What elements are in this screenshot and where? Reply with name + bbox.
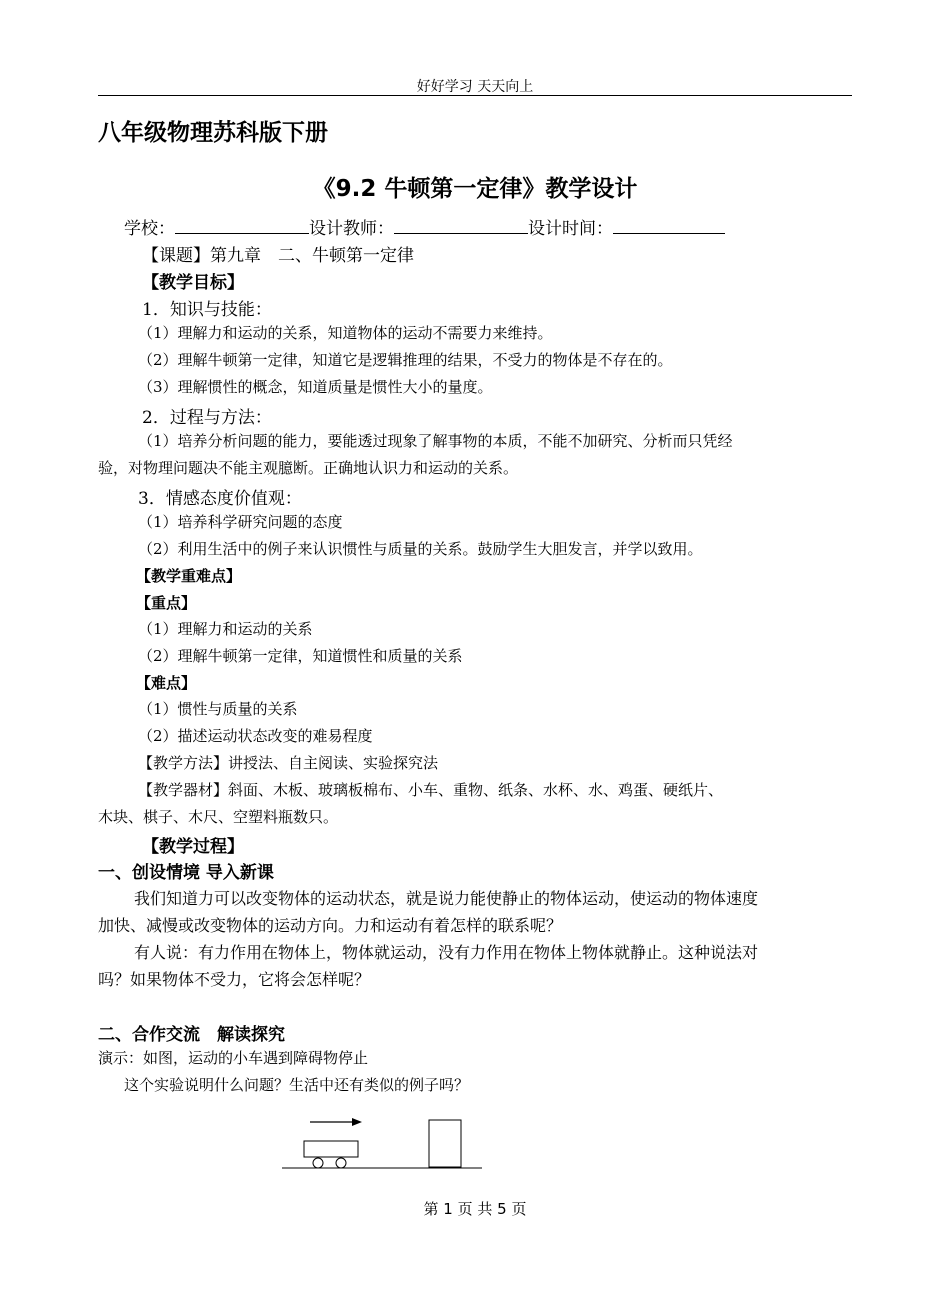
- objective-1-item: （1）理解力和运动的关系，知道物体的运动不需要力来维持。: [138, 324, 553, 342]
- equipment-line1: 【教学器材】斜面、木板、玻璃板棉布、小车、重物、纸条、水杯、水、鸡蛋、硬纸片、: [138, 781, 724, 799]
- design-info-line: [124, 214, 725, 239]
- objective-2-text-line1: （1）培养分析问题的能力，要能透过现象了解事物的本质，不能不加研究、分析而只凭经: [138, 432, 733, 450]
- objectives-heading: 【教学目标】: [142, 273, 244, 293]
- objective-3-item: （1）培养科学研究问题的态度: [138, 513, 343, 531]
- objective-3-item: （2）利用生活中的例子来认识惯性与质量的关系。鼓励学生大胆发言，并学以致用。: [138, 540, 703, 558]
- school-label: 学校：: [124, 219, 175, 239]
- section-1-paragraph-2-line1: 有人说：有力作用在物体上，物体就运动，没有力作用在物体上物体就静止。这种说法对: [134, 943, 759, 962]
- demo-text: 演示：如图，运动的小车遇到障碍物停止: [98, 1049, 369, 1067]
- motion-arrow-head: [352, 1118, 362, 1126]
- school-blank: [175, 215, 309, 234]
- page-number: 第 1 页 共 5 页: [423, 1200, 527, 1218]
- process-heading: 【教学过程】: [142, 837, 244, 857]
- obstacle-block: [429, 1120, 461, 1167]
- key-item: （1）理解力和运动的关系: [138, 620, 313, 638]
- section-1-paragraph-2-line2: 吗？如果物体不受力，它将会怎样呢？: [98, 970, 371, 989]
- keypoints-heading: 【教学重难点】: [136, 567, 242, 585]
- difficult-item: （1）惯性与质量的关系: [138, 700, 298, 718]
- cart-wheel-left: [313, 1158, 323, 1168]
- section-1-paragraph-1-line1: 我们知道力可以改变物体的运动状态，就是说力能使静止的物体运动，使运动的物体速度: [134, 889, 759, 908]
- header-divider: [98, 95, 852, 96]
- difficult-heading: 【难点】: [136, 674, 197, 692]
- question-text: 这个实验说明什么问题？生活中还有类似的例子吗？: [124, 1076, 470, 1094]
- equipment-line2: 木块、棋子、木尺、空塑料瓶数只。: [98, 808, 339, 826]
- section-1-paragraph-1-line2: 加快、减慢或改变物体的运动方向。力和运动有着怎样的联系呢？: [98, 916, 563, 935]
- section-1-title: 一、创设情境 导入新课: [98, 863, 274, 883]
- cart-body: [304, 1141, 358, 1157]
- objective-3-heading: 3．情感态度价值观：: [138, 489, 302, 509]
- teacher-label: 设计教师：: [309, 219, 394, 239]
- key-item: （2）理解牛顿第一定律，知道惯性和质量的关系: [138, 647, 463, 665]
- objective-1-heading: 1．知识与技能：: [142, 300, 272, 320]
- time-label: 设计时间：: [528, 219, 613, 239]
- teacher-blank: [394, 215, 528, 234]
- objective-1-item: （3）理解惯性的概念，知道质量是惯性大小的量度。: [138, 378, 493, 396]
- page-header-motto: 好好学习 天天向上: [416, 79, 534, 95]
- grade-title: 八年级物理苏科版下册: [98, 120, 328, 146]
- objective-1-item: （2）理解牛顿第一定律，知道它是逻辑推理的结果，不受力的物体是不存在的。: [138, 351, 673, 369]
- difficult-item: （2）描述运动状态改变的难易程度: [138, 727, 373, 745]
- objective-2-text-line2: 验，对物理问题决不能主观臆断。正确地认识力和运动的关系。: [98, 459, 519, 477]
- section-2-title: 二、合作交流 解读探究: [98, 1025, 285, 1045]
- topic-line: 【课题】第九章 二、牛顿第一定律: [142, 246, 414, 266]
- cart-wheel-right: [336, 1158, 346, 1168]
- key-heading: 【重点】: [136, 594, 197, 612]
- objective-2-heading: 2．过程与方法：: [142, 408, 272, 428]
- time-blank: [613, 215, 725, 234]
- main-title: 《9.2 牛顿第一定律》教学设计: [312, 176, 638, 202]
- cart-obstacle-figure: [278, 1110, 488, 1174]
- teaching-methods: 【教学方法】讲授法、自主阅读、实验探究法: [138, 754, 439, 772]
